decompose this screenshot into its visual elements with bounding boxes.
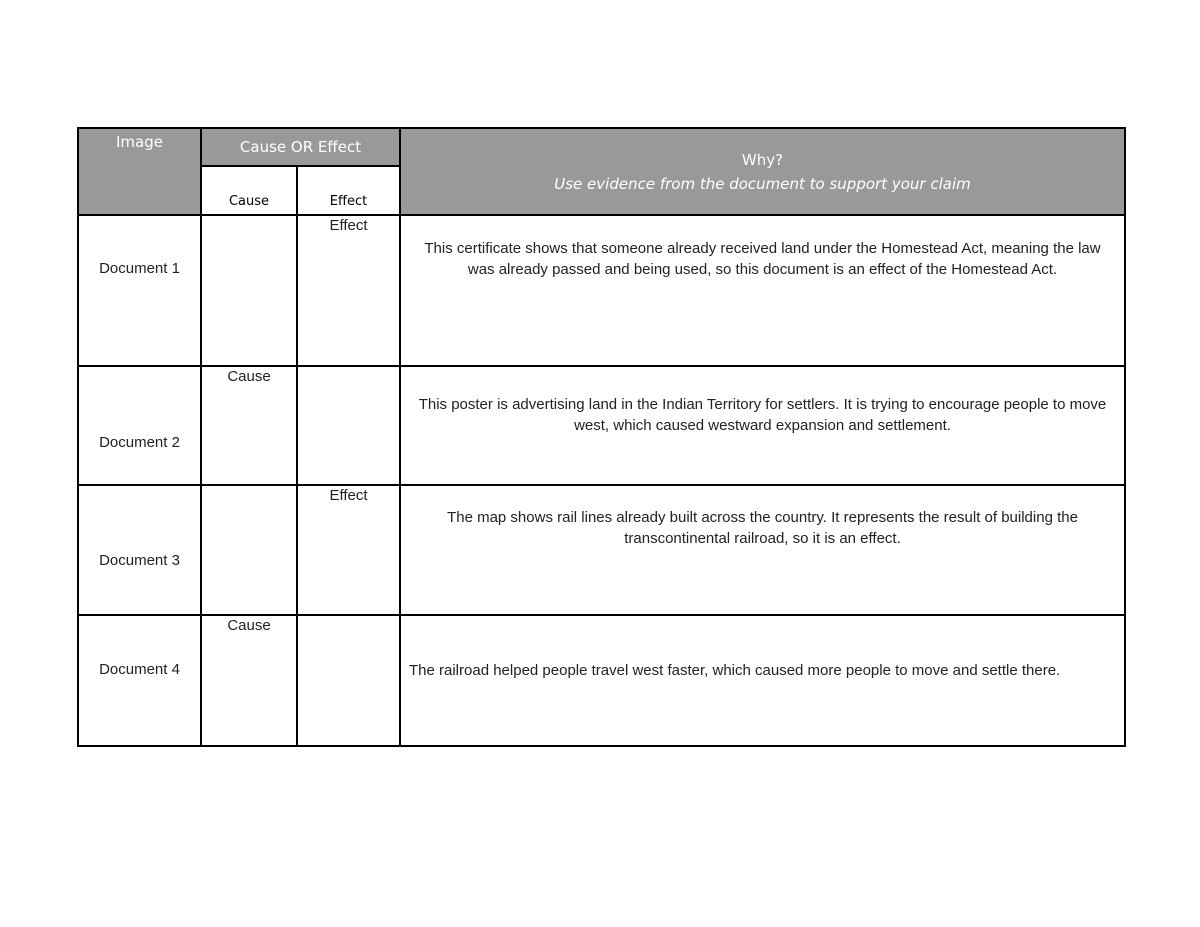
- why-cell[interactable]: The map shows rail lines already built across the country. It represents the result of building the transcontinental railroad, so it is an effect.: [400, 485, 1125, 615]
- why-cell[interactable]: The railroad helped people travel west faster, which caused more people to move and settle there.: [400, 615, 1125, 746]
- document-label: Document 1: [99, 260, 180, 277]
- table-row: [78, 485, 1125, 615]
- cause-cell[interactable]: [201, 485, 297, 615]
- subheader-effect: Effect: [297, 166, 400, 215]
- cause-effect-worksheet: [77, 127, 1124, 746]
- cause-cell[interactable]: Cause: [201, 366, 297, 485]
- document-label-cell: [78, 615, 201, 746]
- document-label-cell: [78, 366, 201, 485]
- why-cell[interactable]: This poster is advertising land in the Indian Territory for settlers. It is trying to encourage people to move west, which caused westward expansion and settlement.: [400, 366, 1125, 485]
- why-cell[interactable]: This certificate shows that someone already received land under the Homestead Act, meaning the law was already passed and being used, so this document is an effect of the Homestead Act.: [400, 215, 1125, 366]
- table-row: [78, 366, 1125, 485]
- document-label-cell: [78, 215, 201, 366]
- document-label-cell: [78, 485, 201, 615]
- document-label: Document 4: [99, 661, 180, 678]
- header-why: [400, 128, 1125, 215]
- header-image: Image: [78, 128, 201, 215]
- header-row: [78, 128, 1125, 166]
- table-row: [78, 615, 1125, 746]
- effect-cell[interactable]: Effect: [297, 215, 400, 366]
- effect-cell[interactable]: Effect: [297, 485, 400, 615]
- cause-cell[interactable]: [201, 215, 297, 366]
- table-row: [78, 215, 1125, 366]
- subheader-cause: Cause: [201, 166, 297, 215]
- header-cause-or-effect: Cause OR Effect: [201, 128, 400, 166]
- cause-effect-table: [77, 127, 1126, 747]
- cause-cell[interactable]: Cause: [201, 615, 297, 746]
- header-why-title: Why?: [741, 150, 784, 169]
- document-label: Document 3: [99, 552, 180, 569]
- effect-cell[interactable]: [297, 615, 400, 746]
- document-label: Document 2: [99, 434, 180, 451]
- header-why-subtitle: Use evidence from the document to support your claim: [554, 174, 971, 193]
- effect-cell[interactable]: [297, 366, 400, 485]
